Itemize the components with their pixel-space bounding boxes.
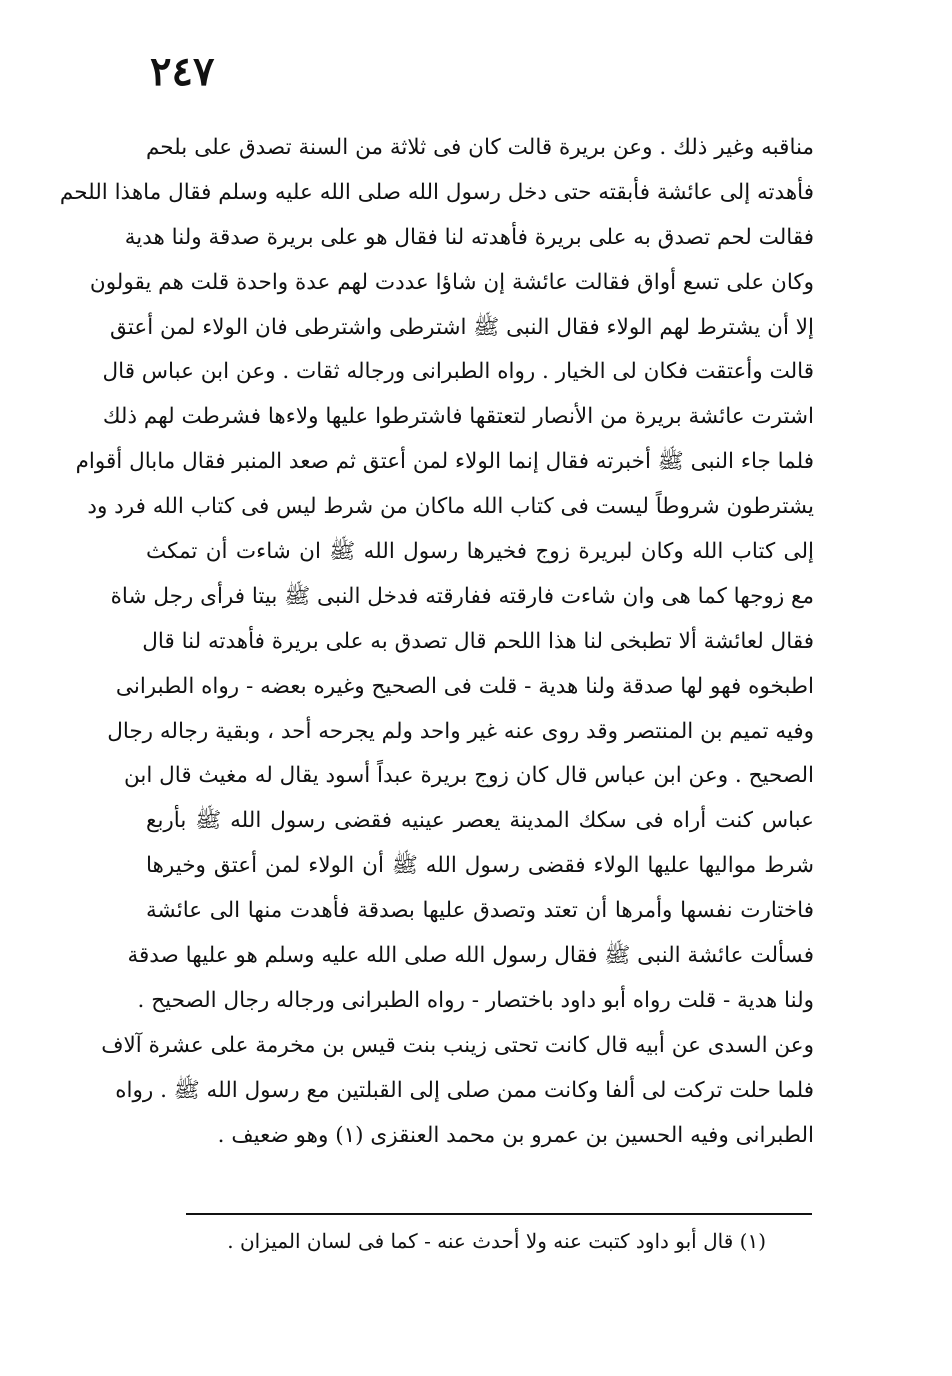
- text-line: الطبرانى وفيه الحسين بن عمرو بن محمد العنقزى (١) وهو ضعيف .: [217, 1122, 814, 1148]
- text-line: اشترت عائشة بريرة من الأنصار لتعتقها فاشترطوا عليها ولاءها فشرطت لهم ذلك: [102, 404, 814, 430]
- text-line: مع زوجها كما هى وان شاءت فارقته ففارقته فدخل النبى ﷺ بيتا فرأى رجل شاة: [110, 583, 814, 609]
- footnote-separator: [186, 1213, 812, 1215]
- footnote: (١) قال أبو داود كتبت عنه ولا أحدث عنه - كما فى لسان الميزان .: [227, 1229, 766, 1253]
- page-number: ٢٤٧: [150, 48, 215, 95]
- text-line: فلما جاء النبى ﷺ أخبرته فقال إنما الولاء لمن أعتق ثم صعد المنبر فقال مابال أقوام: [75, 449, 814, 475]
- text-line: فاختارت نفسها وأمرها أن تعتد وتصدق عليها بصدقة فأهدت منها الى عائشة: [146, 898, 814, 924]
- text-line: وعن السدى عن أبيه قال كانت تحتى زينب بنت قيس بن مخرمة على عشرة آلاف: [101, 1032, 814, 1058]
- text-line: إلا أن يشترط لهم الولاء فقال النبى ﷺ اشترطى واشترطى فان الولاء لمن أعتق: [109, 314, 814, 340]
- text-line: إلى كتاب الله وكان لبريرة زوج فخيرها رسول الله ﷺ ان شاءت أن تمكث: [146, 539, 814, 565]
- text-line: فلما حلت تركت لى ألفا وكانت ممن صلى إلى القبلتين مع رسول الله ﷺ . رواه: [115, 1077, 814, 1103]
- text-line: مناقبه وغير ذلك . وعن بريرة قالت كان فى ثلاثة من السنة تصدق على بلحم: [146, 135, 814, 160]
- text-line: ولنا هدية - قلت رواه أبو داود باختصار - رواه الطبرانى ورجاله رجال الصحيح .: [137, 987, 814, 1013]
- text-line: فقال لعائشة ألا تطبخى لنا هذا اللحم قال تصدق به على بريرة فأهدته لنا قال: [142, 628, 814, 654]
- text-line: يشترطون شروطاً ليست فى كتاب الله ماكان من شرط ليس فى كتاب الله فرد ود: [87, 494, 814, 520]
- text-line: اطبخوه فهو لها صدقة ولنا هدية - قلت فى الصحيح وغيره بعضه - رواه الطبرانى: [115, 673, 814, 699]
- text-line: فسألت عائشة النبى ﷺ فقال رسول الله صلى الله عليه وسلم هو عليها صدقة: [127, 943, 814, 969]
- text-line: عباس كنت أراه فى سكك المدينة يعصر عينيه فقضى رسول الله ﷺ بأربع: [146, 808, 814, 834]
- text-line: شرط مواليها عليها الولاء فقضى رسول الله ﷺ أن الولاء لمن أعتق وخيرها: [146, 853, 814, 879]
- text-line: وفيه تميم بن المنتصر وقد روى عنه غير واحد ولم يجرحه أحد ، وبقية رجاله رجال: [107, 718, 814, 744]
- text-line: قالت وأعتقت فكان لى الخيار . رواه الطبرانى ورجاله ثقات . وعن ابن عباس قال: [102, 359, 814, 385]
- text-line: وكان على تسع أواق فقالت عائشة إن شاؤا عددت لهم عدة واحدة قلت هم يقولون: [89, 269, 814, 295]
- text-line: فقالت لحم تصدق به على بريرة فأهدته لنا فقال هو على بريرة صدقة ولنا هدية: [124, 224, 814, 250]
- text-line: الصحيح . وعن ابن عباس قال كان زوج بريرة عبداً أسود يقال له مغيث قال ابن: [123, 763, 814, 789]
- text-line: فأهدته إلى عائشة فأبقته حتى دخل رسول الله صلى الله عليه وسلم فقال ماهذا اللحم: [59, 179, 814, 205]
- body-text: [59, 126, 814, 1158]
